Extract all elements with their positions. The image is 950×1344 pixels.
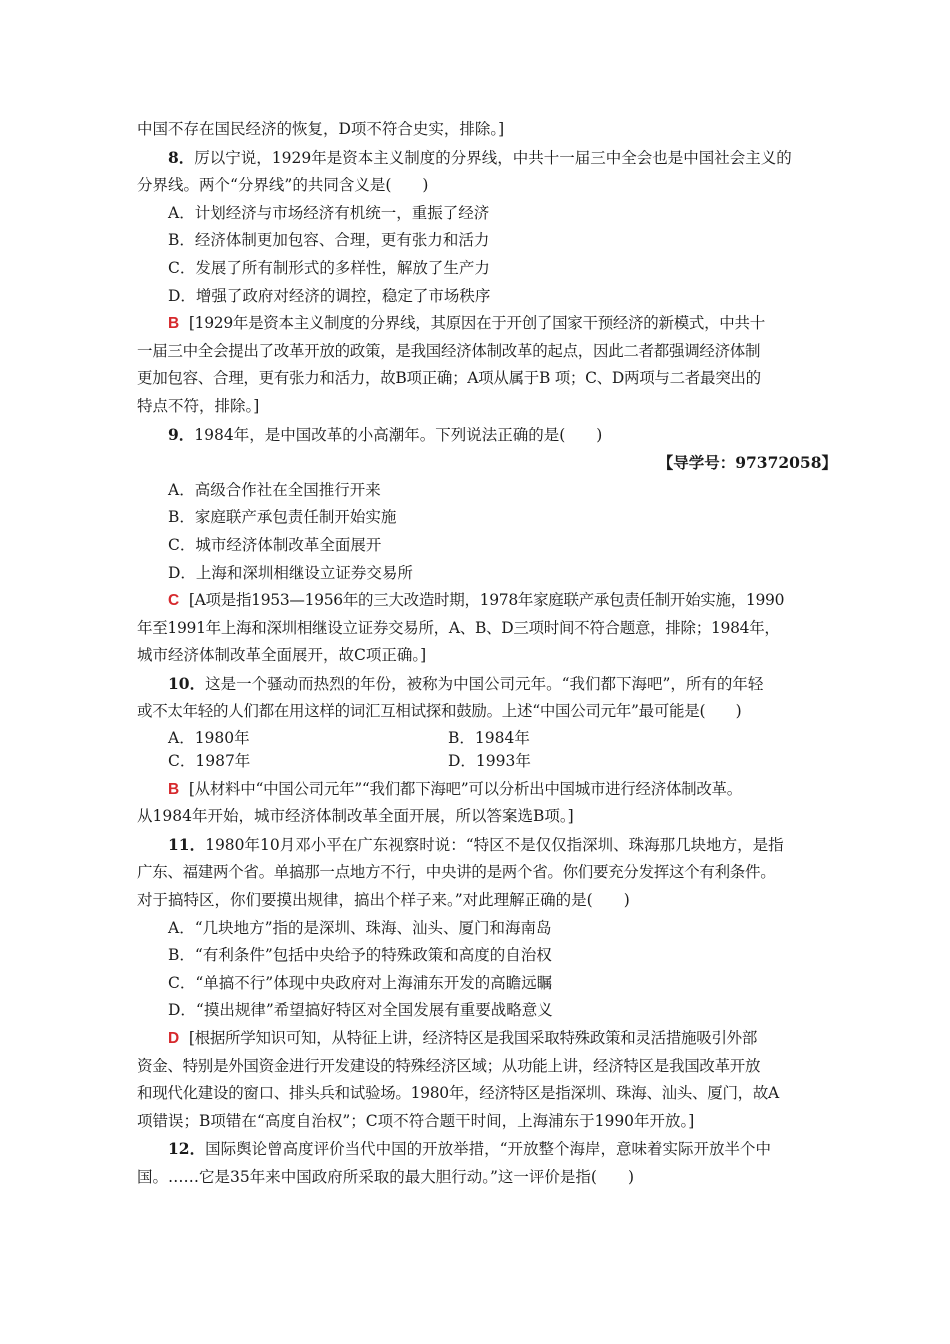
question-12-stem: 12．国际舆论曾高度评价当代中国的开放举措，“开放整个海岸，意味着实际开放半个中 <box>168 1139 772 1159</box>
answer-explanation: B [1929年是资本主义制度的分界线，其原因在于开创了国家干预经济的新模式，中共十 <box>168 314 765 333</box>
explanation-line: 年至1991年上海和深圳相继设立证券交易所，A、B、D三项时间不符合题意，排除；1984年， <box>137 618 780 637</box>
option-a: A．计划经济与市场经济有机统一，重振了经济 <box>168 203 490 222</box>
explanation-line: 更加包容、合理，更有张力和活力，故B项正确；A项从属于B 项；C、D两项与二者最突出的 <box>137 369 761 388</box>
question-number: 10． <box>168 673 206 693</box>
option-a: A．“几块地方”指的是深圳、珠海、汕头、厦门和海南岛 <box>168 918 552 937</box>
explanation-line: 一届三中全会提出了改革开放的政策，是我国经济体制改革的起点，因此二者都强调经济体制 <box>137 341 761 360</box>
question-number: 12． <box>168 1139 206 1159</box>
option-a: A．高级合作社在全国推行开来 <box>168 480 381 499</box>
answer-explanation: C [A项是指1953—1956年的三大改造时期，1978年家庭联产承包责任制开始实施，1990 <box>168 591 785 610</box>
question-number: 11． <box>168 834 206 854</box>
question-8-stem: 8．厉以宁说，1929年是资本主义制度的分界线，中共十一届三中全会也是中国社会主义的 <box>168 147 792 167</box>
option-b: B．经济体制更加包容、合理，更有张力和活力 <box>168 231 490 250</box>
question-number: 9． <box>168 424 195 444</box>
answer-explanation: D [根据所学知识可知，从特征上讲，经济特区是我国采取特殊政策和灵活措施吸引外部 <box>168 1029 758 1047</box>
option-c: C．城市经济体制改革全面展开 <box>168 535 382 554</box>
answer-letter: B <box>168 780 179 798</box>
question-11-stem-cont: 广东、福建两个省。单搞那一点地方不行，中央讲的是两个省。你们要充分发挥这个有利条件。 <box>137 863 776 882</box>
document-page <box>137 116 837 1192</box>
answer-letter: C <box>168 592 179 610</box>
explanation-line: 特点不符，排除。] <box>137 396 260 415</box>
explanation-line: 和现代化建设的窗口、排头兵和试验场。1980年，经济特区是指深圳、珠海、汕头、厦门，故A <box>137 1084 779 1103</box>
question-number: 8． <box>168 147 195 167</box>
option-b: B．“有利条件”包括中央给予的特殊政策和高度的自治权 <box>168 946 552 965</box>
option-a: A．1980年 <box>168 729 250 748</box>
continued-explanation: 中国不存在国民经济的恢复，D项不符合史实，排除。] <box>137 120 505 138</box>
question-10-stem: 10．这是一个骚动而热烈的年份，被称为中国公司元年。“我们都下海吧”，所有的年轻 <box>168 673 764 693</box>
explanation-line: 城市经济体制改革全面展开，故C项正确。] <box>137 646 427 665</box>
explanation-line: 项错误；B项错在“高度自治权”；C项不符合题干时间，上海浦东于1990年开放。] <box>137 1111 695 1130</box>
option-b: B．1984年 <box>448 729 530 748</box>
question-9-stem: 9．1984年，是中国改革的小高潮年。下列说法正确的是( ) <box>168 424 603 444</box>
question-11-stem: 11．1980年10月邓小平在广东视察时说：“特区不是仅仅指深圳、珠海那几块地方，是指 <box>168 834 784 854</box>
answer-explanation: B [从材料中“中国公司元年”“我们都下海吧”可以分析出中国城市进行经济体制改革。 <box>168 779 742 798</box>
option-d: D．1993年 <box>448 752 531 771</box>
question-12-stem-cont: 国。……它是35年来中国政府所采取的最大胆行动。”这一评价是指( ) <box>137 1167 634 1186</box>
option-c: C．“单搞不行”体现中央政府对上海浦东开发的高瞻远瞩 <box>168 973 553 992</box>
answer-letter: D <box>168 1030 179 1047</box>
explanation-line: 从1984年开始，城市经济体制改革全面开展，所以答案选B项。] <box>137 807 574 826</box>
question-10-stem-cont: 或不太年轻的人们都在用这样的词汇互相试探和鼓励。上述“中国公司元年”最可能是( ) <box>137 702 742 721</box>
guide-number: 【导学号：97372058】 <box>657 453 837 473</box>
option-d: D．增强了政府对经济的调控，稳定了市场秩序 <box>168 286 491 305</box>
options-row <box>137 726 837 748</box>
answer-letter: B <box>168 315 179 333</box>
question-11-stem-cont: 对于搞特区，你们要摸出规律，搞出个样子来。”对此理解正确的是( ) <box>137 891 630 910</box>
question-8-stem-cont: 分界线。两个“分界线”的共同含义是( ) <box>137 176 429 195</box>
option-c: C．发展了所有制形式的多样性，解放了生产力 <box>168 258 490 277</box>
explanation-line: 资金、特别是外国资金进行开发建设的特殊经济区域；从功能上讲，经济特区是我国改革开放 <box>137 1056 761 1075</box>
options-row <box>137 748 837 776</box>
option-c: C．1987年 <box>168 752 251 771</box>
option-b: B．家庭联产承包责任制开始实施 <box>168 508 397 527</box>
option-d: D．“摸出规律”希望搞好特区对全国发展有重要战略意义 <box>168 1001 553 1020</box>
option-d: D．上海和深圳相继设立证券交易所 <box>168 563 413 582</box>
